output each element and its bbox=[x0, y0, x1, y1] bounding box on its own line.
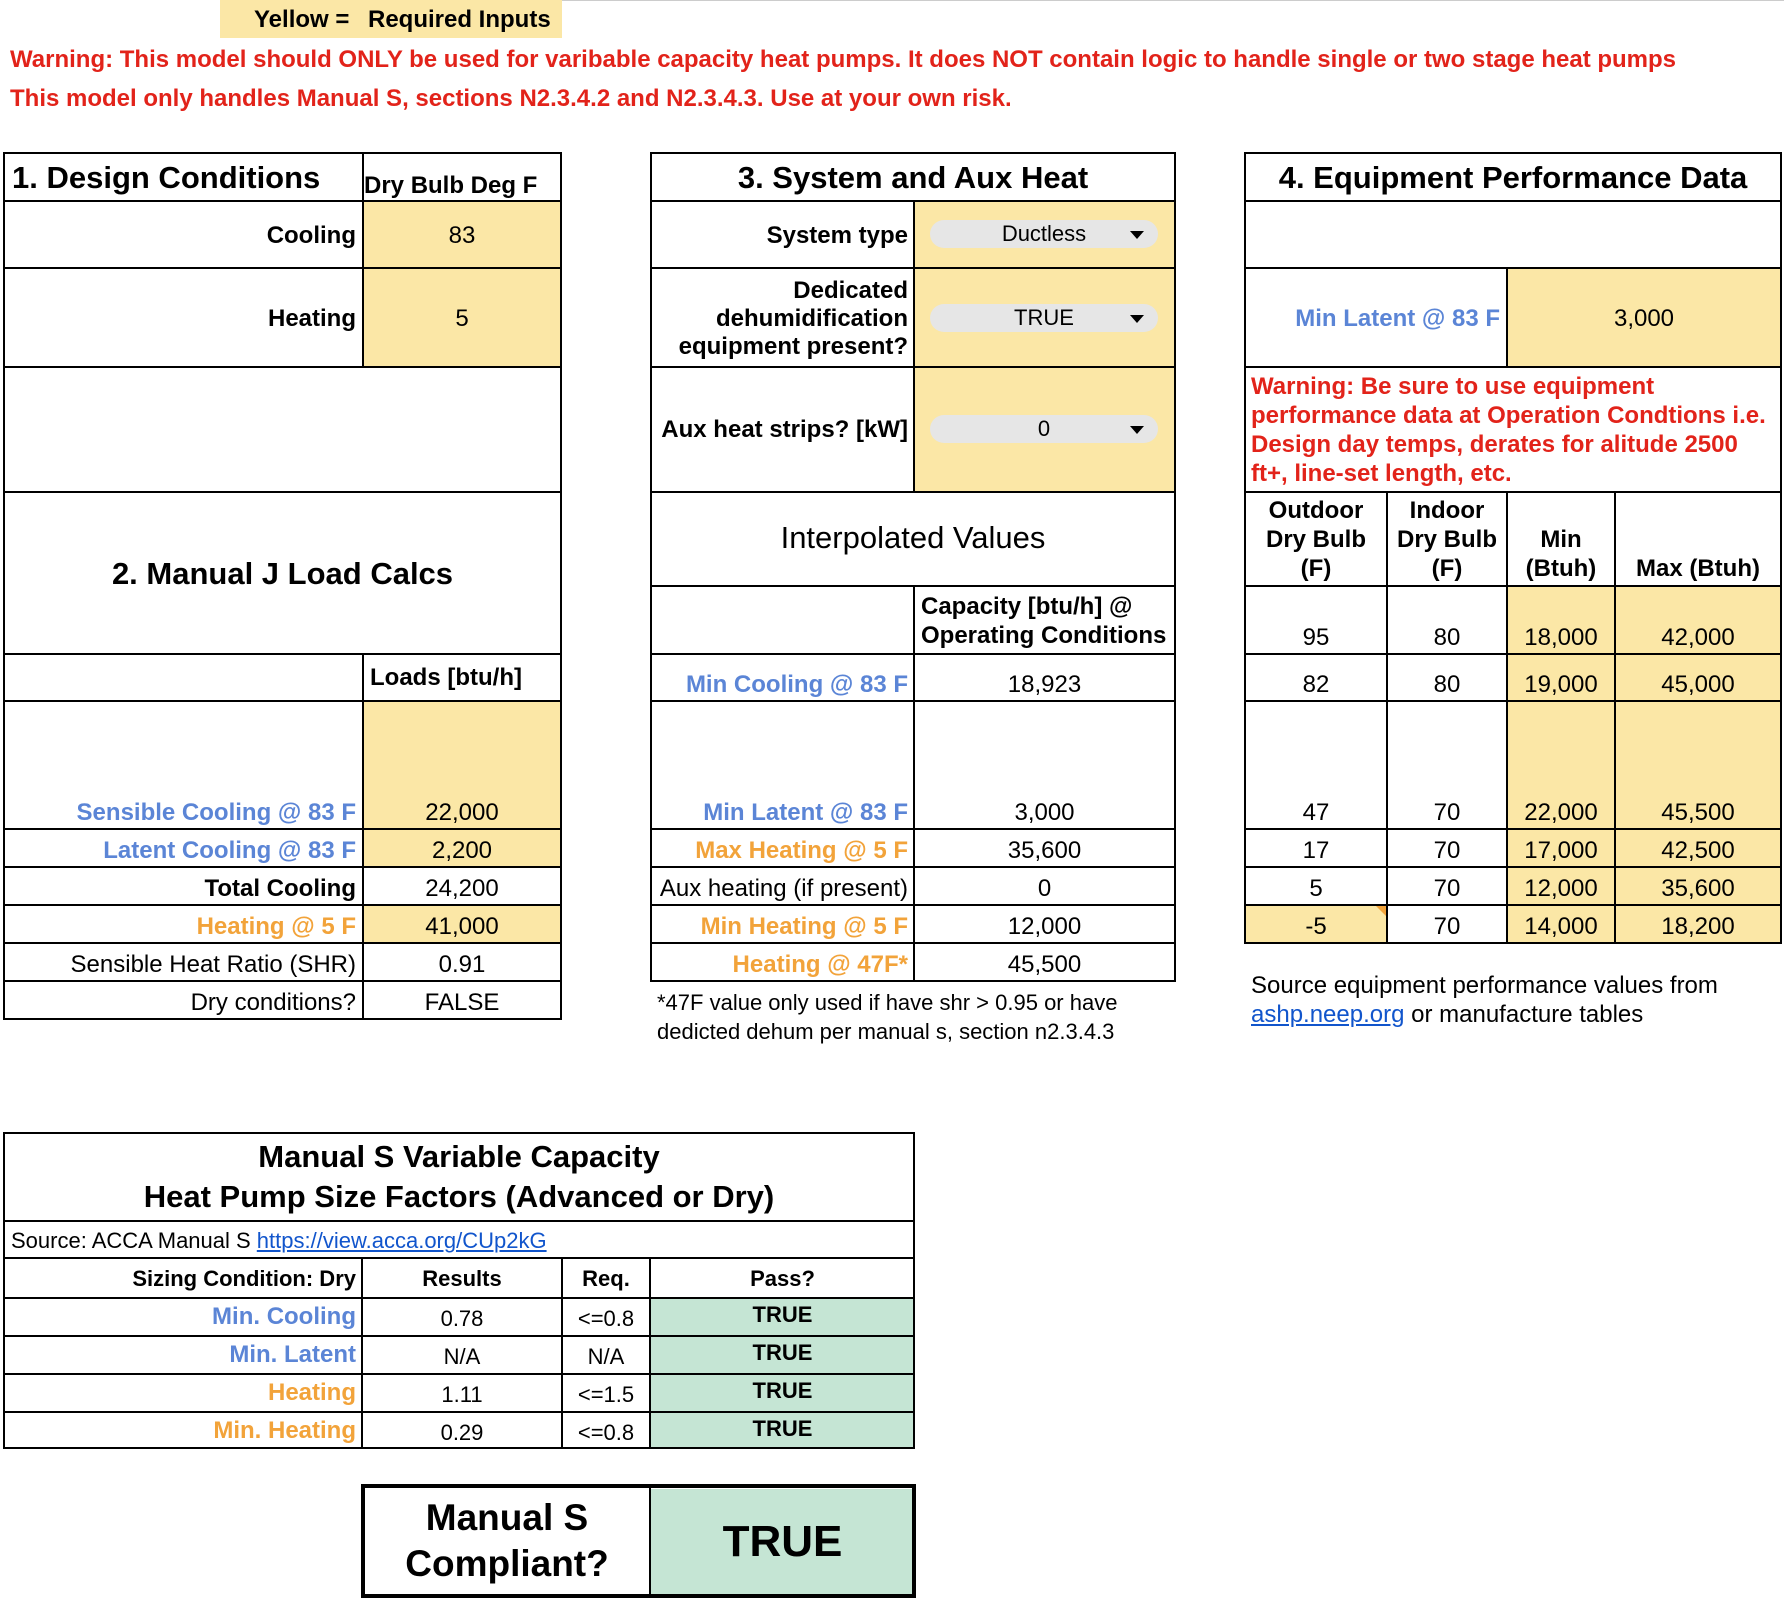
compliant-label-2: Compliant? bbox=[405, 1543, 609, 1584]
max-capacity[interactable]: 35,600 bbox=[1661, 875, 1735, 902]
footnote-line-1: *47F value only used if have shr > 0.95 or have bbox=[657, 990, 1118, 1015]
dry-conditions-value: FALSE bbox=[424, 989, 500, 1016]
heating-label: Heating bbox=[267, 305, 356, 332]
min-heating-capacity: 12,000 bbox=[1007, 913, 1082, 940]
manual-j-title: 2. Manual J Load Calcs bbox=[111, 556, 454, 591]
outdoor-temp[interactable]: -5 bbox=[1305, 913, 1327, 940]
outdoor-temp: 95 bbox=[1302, 624, 1330, 651]
indoor-temp: 70 bbox=[1433, 837, 1461, 864]
aux-heat-dropdown[interactable] bbox=[930, 415, 1158, 443]
compliant-value: TRUE bbox=[722, 1517, 843, 1566]
compliant-label-1: Manual S bbox=[425, 1497, 589, 1538]
source-suffix: or manufacture tables bbox=[1404, 1001, 1644, 1028]
eq-min-latent-label: Min Latent @ 83 F bbox=[1295, 305, 1500, 332]
loads-header: Loads [btu/h] bbox=[370, 664, 522, 691]
capacity-header-2: Operating Conditions bbox=[921, 622, 1167, 649]
min-capacity[interactable]: 22,000 bbox=[1524, 799, 1598, 826]
neep-link[interactable]: ashp.neep.org bbox=[1251, 1001, 1405, 1028]
max-heating-label: Max Heating @ 5 F bbox=[695, 837, 908, 864]
outdoor-header-3: (F) bbox=[1300, 555, 1332, 582]
aux-heating-capacity: 0 bbox=[1037, 875, 1052, 902]
min-capacity[interactable]: 12,000 bbox=[1524, 875, 1598, 902]
warning-line-2: This model only handles Manual S, sections N2.3.4.2 and N2.3.4.3. Use at your own risk. bbox=[10, 85, 1012, 112]
min-cooling-label: Min Cooling @ 83 F bbox=[685, 671, 908, 698]
pass-value: TRUE bbox=[752, 1378, 813, 1403]
aux-heat-label: Aux heat strips? [kW] bbox=[661, 416, 908, 443]
min-cooling-capacity: 18,923 bbox=[1007, 671, 1082, 698]
heating-47-label: Heating @ 47F* bbox=[732, 951, 908, 978]
source-line-2 bbox=[1251, 1001, 1643, 1029]
indoor-temp: 70 bbox=[1433, 913, 1461, 940]
req-value: <=0.8 bbox=[577, 1306, 635, 1331]
latent-cooling-label: Latent Cooling @ 83 F bbox=[103, 837, 356, 864]
sizing-condition-header: Sizing Condition: Dry bbox=[132, 1266, 356, 1291]
max-capacity[interactable]: 42,000 bbox=[1661, 624, 1735, 651]
system-type-label: System type bbox=[766, 222, 908, 249]
condition-label: Min. Cooling bbox=[212, 1303, 356, 1330]
result-value: 1.11 bbox=[441, 1382, 483, 1407]
heating-design-temp[interactable]: 5 bbox=[455, 305, 469, 332]
chevron-down-icon bbox=[1130, 315, 1144, 323]
sensible-cooling-load[interactable]: 22,000 bbox=[425, 799, 499, 826]
result-value: N/A bbox=[443, 1344, 481, 1369]
outdoor-temp: 47 bbox=[1302, 799, 1330, 826]
heating-load[interactable]: 41,000 bbox=[425, 913, 499, 940]
indoor-header-2: Dry Bulb bbox=[1396, 526, 1497, 553]
min-header-1: Min bbox=[1540, 526, 1582, 553]
interpolated-values-title: Interpolated Values bbox=[780, 520, 1046, 555]
pass-value: TRUE bbox=[752, 1416, 813, 1441]
legend-label: Yellow = bbox=[254, 6, 350, 33]
total-cooling-label: Total Cooling bbox=[204, 875, 356, 902]
aux-heat-value: 0 bbox=[1037, 416, 1051, 441]
indoor-temp: 70 bbox=[1433, 799, 1461, 826]
condition-label: Min. Latent bbox=[229, 1341, 356, 1368]
result-value: 0.78 bbox=[440, 1306, 484, 1331]
design-conditions-title: 1. Design Conditions bbox=[12, 160, 321, 195]
cooling-design-temp[interactable]: 83 bbox=[448, 222, 476, 249]
min-capacity[interactable]: 19,000 bbox=[1524, 671, 1598, 698]
outdoor-temp: 5 bbox=[1309, 875, 1323, 902]
eq-warning-4: ft+, line-set length, etc. bbox=[1251, 460, 1512, 487]
heating-47-capacity: 45,500 bbox=[1007, 951, 1082, 978]
pass-value: TRUE bbox=[752, 1302, 813, 1327]
indoor-temp: 70 bbox=[1433, 875, 1461, 902]
manual-s-source bbox=[11, 1228, 547, 1254]
max-capacity[interactable]: 18,200 bbox=[1661, 913, 1735, 940]
dehum-label-2: dehumidification bbox=[716, 305, 908, 332]
indoor-temp: 80 bbox=[1433, 624, 1461, 651]
system-type-dropdown[interactable] bbox=[930, 220, 1158, 248]
max-heating-capacity: 35,600 bbox=[1007, 837, 1082, 864]
min-capacity[interactable]: 17,000 bbox=[1524, 837, 1598, 864]
dehum-value: TRUE bbox=[1014, 305, 1074, 330]
condition-label: Heating bbox=[267, 1379, 356, 1406]
acca-link[interactable]: https://view.acca.org/CUp2kG bbox=[256, 1228, 547, 1253]
total-cooling-load: 24,200 bbox=[425, 875, 499, 902]
results-header: Results bbox=[422, 1266, 502, 1291]
req-value: <=1.5 bbox=[577, 1382, 635, 1407]
comment-marker-icon[interactable] bbox=[1376, 906, 1386, 916]
source-label: Source: ACCA Manual S bbox=[11, 1228, 257, 1253]
indoor-header-1: Indoor bbox=[1409, 497, 1485, 524]
footnote-line-2: dedicted dehum per manual s, section n2.3.4.3 bbox=[657, 1019, 1115, 1044]
min-header-2: (Btuh) bbox=[1525, 555, 1597, 582]
capacity-header-1: Capacity [btu/h] @ bbox=[921, 593, 1133, 620]
heating-load-label: Heating @ 5 F bbox=[196, 913, 356, 940]
source-line-1: Source equipment performance values from bbox=[1251, 972, 1718, 999]
sensible-cooling-label: Sensible Cooling @ 83 F bbox=[76, 799, 356, 826]
chevron-down-icon bbox=[1130, 426, 1144, 434]
dry-conditions-label: Dry conditions? bbox=[190, 989, 356, 1016]
dehum-label-1: Dedicated bbox=[793, 277, 908, 304]
min-heating-label: Min Heating @ 5 F bbox=[700, 913, 908, 940]
aux-heating-label: Aux heating (if present) bbox=[659, 875, 908, 902]
eq-warning-3: Design day temps, derates for alitude 2500 bbox=[1251, 431, 1738, 458]
indoor-temp: 80 bbox=[1433, 671, 1461, 698]
system-type-value: Ductless bbox=[1001, 221, 1087, 246]
system-title: 3. System and Aux Heat bbox=[737, 160, 1089, 195]
indoor-header-3: (F) bbox=[1431, 555, 1463, 582]
latent-cooling-load[interactable]: 2,200 bbox=[431, 837, 493, 864]
min-capacity[interactable]: 18,000 bbox=[1524, 624, 1598, 651]
outdoor-header-2: Dry Bulb bbox=[1265, 526, 1366, 553]
outdoor-temp: 82 bbox=[1302, 671, 1330, 698]
eq-warning-1: Warning: Be sure to use equipment bbox=[1251, 373, 1655, 400]
divider bbox=[562, 0, 1784, 1]
dehum-label-3: equipment present? bbox=[678, 333, 908, 360]
outdoor-temp: 17 bbox=[1302, 837, 1330, 864]
legend-text: Required Inputs bbox=[368, 6, 551, 33]
warning-line-1: Warning: This model should ONLY be used for varibable capacity heat pumps. It does NOT contain logic to handle single or two stage heat pumps bbox=[10, 46, 1677, 73]
manual-s-title-1: Manual S Variable Capacity bbox=[258, 1139, 660, 1174]
condition-label: Min. Heating bbox=[213, 1417, 356, 1444]
dry-bulb-header: Dry Bulb Deg F bbox=[364, 172, 538, 199]
req-value: <=0.8 bbox=[577, 1420, 635, 1445]
cooling-label: Cooling bbox=[266, 222, 356, 249]
equipment-title: 4. Equipment Performance Data bbox=[1278, 160, 1748, 195]
eq-warning-2: performance data at Operation Condtions i.e. bbox=[1251, 402, 1766, 429]
shr-value: 0.91 bbox=[438, 951, 486, 978]
min-latent-label: Min Latent @ 83 F bbox=[703, 799, 908, 826]
dehum-dropdown[interactable] bbox=[930, 304, 1158, 332]
pass-header: Pass? bbox=[750, 1266, 815, 1291]
result-value: 0.29 bbox=[440, 1420, 484, 1445]
max-capacity[interactable]: 42,500 bbox=[1661, 837, 1735, 864]
max-capacity[interactable]: 45,500 bbox=[1661, 799, 1735, 826]
chevron-down-icon bbox=[1130, 231, 1144, 239]
max-capacity[interactable]: 45,000 bbox=[1661, 671, 1735, 698]
outdoor-header-1: Outdoor bbox=[1268, 497, 1364, 524]
req-header: Req. bbox=[582, 1266, 630, 1291]
min-latent-capacity: 3,000 bbox=[1014, 799, 1075, 826]
min-capacity[interactable]: 14,000 bbox=[1524, 913, 1598, 940]
eq-min-latent-value[interactable]: 3,000 bbox=[1613, 305, 1675, 332]
pass-value: TRUE bbox=[752, 1340, 813, 1365]
shr-label: Sensible Heat Ratio (SHR) bbox=[70, 951, 356, 978]
max-header: Max (Btuh) bbox=[1636, 555, 1760, 582]
req-value: N/A bbox=[587, 1344, 625, 1369]
manual-s-title-2: Heat Pump Size Factors (Advanced or Dry) bbox=[143, 1179, 775, 1214]
